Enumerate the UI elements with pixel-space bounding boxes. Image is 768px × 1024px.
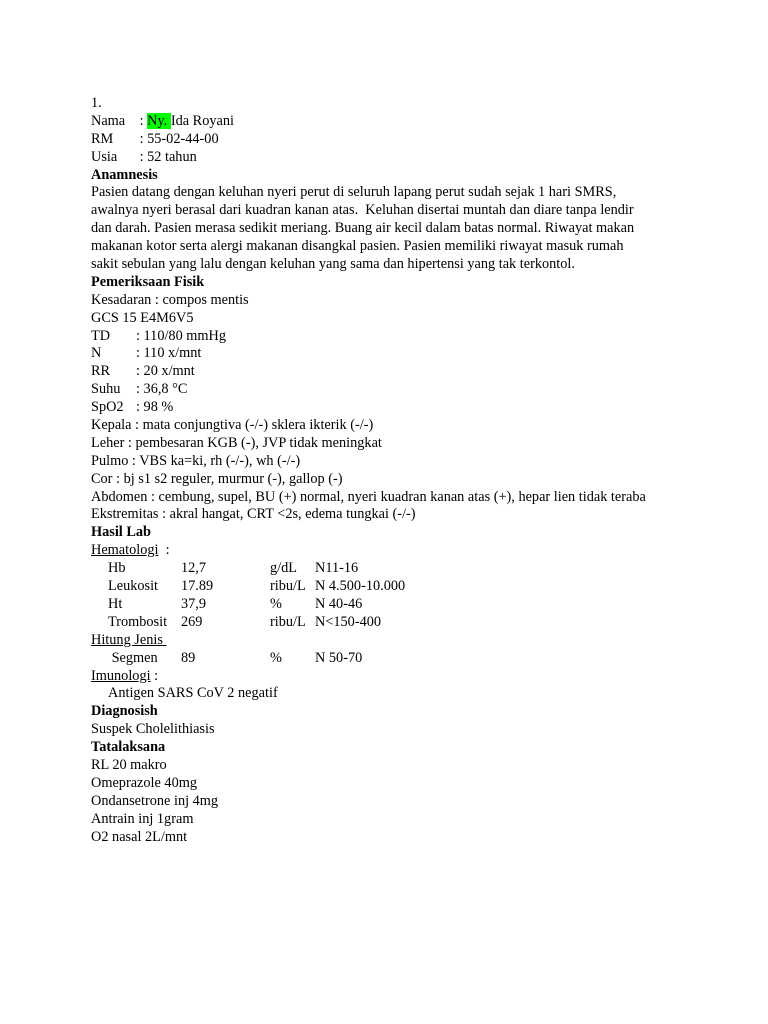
lab-value: 37,9 <box>181 595 207 612</box>
hitung-jenis-label: Hitung Jenis <box>91 631 167 648</box>
lab-row-segmen <box>91 650 731 668</box>
lab-name: Hb <box>108 560 126 577</box>
vital-label: SpO2 <box>91 399 124 416</box>
tatalaksana-item: RL 20 makro <box>91 756 167 773</box>
vital-spo2 <box>91 399 731 417</box>
anamnesis-line: makanan kotor serta alergi makanan disangkal pasien. Pasien memiliki riwayat masuk rumah <box>91 238 624 255</box>
lab-value: 89 <box>181 649 196 666</box>
rm-row <box>91 131 731 149</box>
lab-unit: ribu/L <box>270 613 306 630</box>
hematologi-label: Hematologi <box>91 542 159 559</box>
lab-row-hb <box>91 560 731 578</box>
document-page <box>91 95 731 846</box>
anamnesis-line: awalnya nyeri berasal dari kuadran kanan atas. Keluhan disertai muntah dan diare tanpa lendir <box>91 202 634 219</box>
nama-value: Ida Royani <box>170 112 234 129</box>
lab-normal: N 40-46 <box>315 595 363 612</box>
lab-normal: N11-16 <box>315 560 359 577</box>
lab-normal: N<150-400 <box>315 613 382 630</box>
exam-ekstremitas: Ekstremitas : akral hangat, CRT <2s, edema tungkai (-/-) <box>91 506 416 523</box>
lab-normal: N 50-70 <box>315 649 363 666</box>
tatalaksana-item: Antrain inj 1gram <box>91 810 194 827</box>
vital-suhu <box>91 381 731 399</box>
lab-unit: g/dL <box>270 560 298 577</box>
lab-unit: % <box>270 595 282 612</box>
lab-value: 12,7 <box>181 560 207 577</box>
exam-abdomen: Abdomen : cembung, supel, BU (+) normal, nyeri kuadran kanan atas (+), hepar lien tidak teraba <box>91 488 646 505</box>
tatalaksana-item: Ondansetrone inj 4mg <box>91 792 219 809</box>
lab-row-leukosit <box>91 578 731 596</box>
lab-normal: N 4.500-10.000 <box>315 578 406 595</box>
lab-name: Trombosit <box>108 613 168 630</box>
lab-row-trombosit <box>91 614 731 632</box>
lab-value: 17.89 <box>181 578 214 595</box>
diagnosis-text: Suspek Cholelithiasis <box>91 721 215 738</box>
lab-value: 269 <box>181 613 203 630</box>
imunologi-sep: : <box>150 667 159 684</box>
hematologi-row <box>91 542 731 560</box>
vital-value: : 98 % <box>136 399 174 416</box>
usia-row <box>91 149 731 167</box>
usia-label: Usia <box>91 148 118 165</box>
nama-sep: : <box>136 112 148 129</box>
lab-unit: ribu/L <box>270 578 306 595</box>
tatalaksana-item: O2 nasal 2L/mnt <box>91 828 188 845</box>
rm-value: : 55-02-44-00 <box>136 130 219 147</box>
anamnesis-line: Pasien datang dengan keluhan nyeri perut di seluruh lapang perut sudah sejak 1 hari SMRS, <box>91 184 617 201</box>
gcs-line: GCS 15 E4M6V5 <box>91 309 194 326</box>
exam-leher: Leher : pembesaran KGB (-), JVP tidak meningkat <box>91 434 382 451</box>
pemeriksaan-fisik-heading: Pemeriksaan Fisik <box>91 273 205 290</box>
vital-label: N <box>91 345 102 362</box>
lab-name: Leukosit <box>108 578 159 595</box>
tatalaksana-heading: Tatalaksana <box>91 739 166 756</box>
rm-label: RM <box>91 130 114 147</box>
vital-value: : 36,8 °C <box>136 381 188 398</box>
kesadaran-line: Kesadaran : compos mentis <box>91 291 249 308</box>
hasil-lab-heading: Hasil Lab <box>91 524 151 541</box>
lab-name: Ht <box>108 595 123 612</box>
hematologi-sep: : <box>158 542 170 559</box>
imunologi-label: Imunologi <box>91 667 151 684</box>
vital-n <box>91 345 731 363</box>
lab-unit: % <box>270 649 282 666</box>
exam-cor: Cor : bj s1 s2 reguler, murmur (-), gallop (-) <box>91 470 343 487</box>
imunologi-row <box>91 668 731 686</box>
usia-value: : 52 tahun <box>136 148 197 165</box>
tatalaksana-item: Omeprazole 40mg <box>91 774 197 791</box>
anamnesis-line: dan darah. Pasien merasa sedikit meriang. Buang air kecil dalam batas normal. Riwayat makan <box>91 220 635 237</box>
vital-value: : 110 x/mnt <box>136 345 202 362</box>
nama-title-highlight: Ny. <box>147 112 171 129</box>
exam-kepala: Kepala : mata conjungtiva (-/-) sklera ikterik (-/-) <box>91 417 374 434</box>
vital-value: : 20 x/mnt <box>136 363 195 380</box>
vital-label: RR <box>91 363 111 380</box>
vital-value: : 110/80 mmHg <box>136 327 227 344</box>
anamnesis-line: sakit sebulan yang lalu dengan keluhan yang sama dan hipertensi yang tak terkontol. <box>91 256 575 273</box>
nama-row <box>91 113 731 131</box>
hitung-jenis-row <box>91 632 731 650</box>
vital-label: Suhu <box>91 381 121 398</box>
diagnosis-heading: Diagnosish <box>91 703 158 720</box>
imunologi-result: Antigen SARS CoV 2 negatif <box>108 685 278 702</box>
nama-label: Nama <box>91 112 126 129</box>
lab-row-ht <box>91 596 731 614</box>
anamnesis-heading: Anamnesis <box>91 166 158 183</box>
case-number: 1. <box>91 95 102 111</box>
lab-name: Segmen <box>108 649 158 666</box>
vital-rr <box>91 363 731 381</box>
vital-td <box>91 328 731 346</box>
exam-pulmo: Pulmo : VBS ka=ki, rh (-/-), wh (-/-) <box>91 452 301 469</box>
vital-label: TD <box>91 327 111 344</box>
